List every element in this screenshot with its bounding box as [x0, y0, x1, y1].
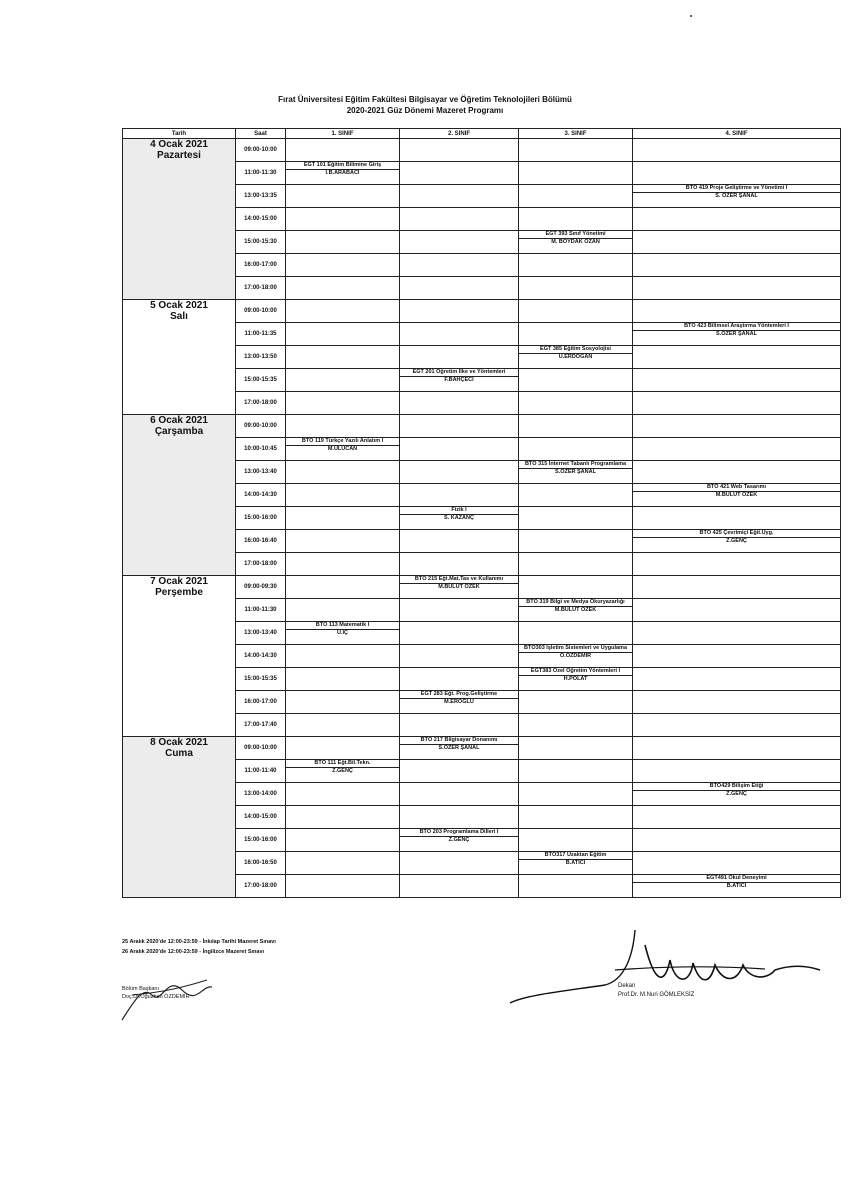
class-3-cell: [519, 231, 633, 254]
schedule-row: [123, 139, 841, 162]
class-1-cell: [286, 346, 400, 369]
class-2-cell: [400, 668, 519, 691]
class-2-cell: [400, 806, 519, 829]
class-4-cell: [633, 461, 841, 484]
signature-right: [618, 982, 694, 1000]
time-slot: 11:00-11:30: [236, 599, 286, 622]
class-1-cell: [286, 254, 400, 277]
class-4-cell: [633, 507, 841, 530]
col-header-class-1: 1. SINIF: [286, 129, 400, 139]
class-3-cell: [519, 829, 633, 852]
class-1-cell: [286, 599, 400, 622]
instructor-name: U.ERDOĞAN: [558, 354, 593, 360]
instructor-name: S. KAZANÇ: [444, 515, 474, 521]
class-3-cell: [519, 438, 633, 461]
signature-right-name: Prof.Dr. M.Nuri GÖMLEKSİZ: [618, 992, 695, 998]
instructor-name: M. BOYDAK ÖZAN: [551, 239, 600, 245]
instructor-name: B.ATICI: [726, 883, 747, 889]
day-weekday: Salı: [170, 311, 188, 322]
schedule-body: [123, 139, 841, 898]
day-weekday: Pazartesi: [157, 150, 201, 161]
class-3-cell: [519, 484, 633, 507]
class-1-cell: [286, 208, 400, 231]
class-2-cell: [400, 392, 519, 415]
class-1-cell: [286, 461, 400, 484]
day-date: 4 Ocak 2021: [150, 139, 208, 150]
class-3-cell: [519, 530, 633, 553]
class-3-cell: [519, 668, 633, 691]
class-1-cell: [286, 300, 400, 323]
instructor-name: İ.B.ARABACI: [325, 170, 360, 176]
col-header-time: Saat: [236, 129, 286, 139]
time-slot: 09:00-10:00: [236, 300, 286, 323]
note-line: 26 Aralık 2020'de 12:00-23:59 - İngilizce Mazeret Sınavı: [122, 949, 265, 955]
course-name: BTÖ 111 Eğt.Bil.Tekn.: [286, 760, 399, 768]
class-2-cell: [400, 737, 519, 760]
time-slot: 17:00-17:40: [236, 714, 286, 737]
time-slot: 17:00-18:00: [236, 277, 286, 300]
class-3-cell: [519, 806, 633, 829]
class-3-cell: [519, 645, 633, 668]
class-3-cell: [519, 392, 633, 415]
time-slot: 14:00-15:00: [236, 806, 286, 829]
schedule-row: [123, 300, 841, 323]
header-row: [123, 129, 841, 139]
class-1-cell: [286, 691, 400, 714]
class-4-cell: [633, 553, 841, 576]
class-3-cell: [519, 208, 633, 231]
class-2-cell: [400, 622, 519, 645]
instructor-name: S.ÖZER ŞANAL: [438, 745, 480, 751]
class-3-cell: [519, 162, 633, 185]
instructor-name: Z.GENÇ: [332, 768, 353, 774]
day-date: 8 Ocak 2021: [150, 737, 208, 748]
class-4-cell: [633, 208, 841, 231]
instructor-name: H.POLAT: [563, 676, 588, 682]
class-3-cell: [519, 622, 633, 645]
class-4-cell: [633, 484, 841, 507]
document-title: Fırat Üniversitesi Eğitim Fakültesi Bilgisayar ve Öğretim Teknolojileri Bölümü: [278, 95, 572, 104]
class-4-cell: [633, 714, 841, 737]
class-4-cell: [633, 346, 841, 369]
schedule-row: [123, 737, 841, 760]
class-4-cell: [633, 691, 841, 714]
signature-left: [122, 985, 190, 1001]
instructor-name: B.ATICI: [565, 860, 586, 866]
course-name: EĞT383 Özel Öğretim Yöntemleri I: [519, 668, 632, 676]
signature-left-role: Bölüm Başkanı: [122, 986, 159, 992]
class-1-cell: [286, 576, 400, 599]
day-weekday: Çarşamba: [154, 426, 204, 437]
class-1-cell: [286, 438, 400, 461]
class-4-cell: [633, 760, 841, 783]
class-3-cell: [519, 507, 633, 530]
course-name: BTÖ 203 Programlama Dilleri I: [400, 829, 518, 837]
class-2-cell: [400, 829, 519, 852]
class-2-cell: [400, 438, 519, 461]
instructor-name: Z.GENÇ: [726, 791, 747, 797]
time-slot: 14:00-14:30: [236, 484, 286, 507]
class-2-cell: [400, 415, 519, 438]
class-1-cell: [286, 783, 400, 806]
signature-left-name: Doç.Dr.Oğuzhan ÖZDEMİR: [122, 994, 190, 1000]
class-1-cell: [286, 231, 400, 254]
course-name: BTÖ 119 Türkçe Yazılı Anlatım I: [286, 438, 399, 446]
course-name: BTÖ 113 Matematik I: [286, 622, 399, 630]
class-3-cell: [519, 185, 633, 208]
time-slot: 13:00-14:00: [236, 783, 286, 806]
col-header-class-3: 3. SINIF: [519, 129, 633, 139]
day-cell: [123, 139, 236, 300]
class-4-cell: [633, 369, 841, 392]
class-1-cell: [286, 323, 400, 346]
course-name: EĞT 201 Öğretim İlke ve Yöntemleri: [400, 369, 518, 377]
class-1-cell: [286, 369, 400, 392]
col-header-class-2: 2. SINIF: [400, 129, 519, 139]
time-slot: 09:00-10:00: [236, 415, 286, 438]
class-3-cell: [519, 760, 633, 783]
class-4-cell: [633, 323, 841, 346]
schedule-row: [123, 415, 841, 438]
class-2-cell: [400, 231, 519, 254]
day-cell: [123, 415, 236, 576]
class-2-cell: [400, 369, 519, 392]
course-name: BTÖ 419 Proje Geliştirme ve Yönetimi I: [633, 185, 840, 193]
time-slot: 09:00-10:00: [236, 737, 286, 760]
exam-notes: [122, 937, 276, 957]
class-2-cell: [400, 760, 519, 783]
instructor-name: M.BULUT ÖZEK: [715, 492, 758, 498]
class-2-cell: [400, 208, 519, 231]
time-slot: 13:00-13:40: [236, 461, 286, 484]
course-name: BTÖ303 İşletim Sistemleri ve Uygulama: [519, 645, 632, 653]
time-slot: 13:00-13:50: [236, 346, 286, 369]
scan-speck: [690, 15, 692, 17]
class-4-cell: [633, 162, 841, 185]
instructor-name: Ü.İÇ: [337, 630, 348, 636]
class-2-cell: [400, 346, 519, 369]
instructor-name: S. ÖZER ŞANAL: [715, 193, 758, 199]
day-cell: [123, 300, 236, 415]
class-4-cell: [633, 783, 841, 806]
class-4-cell: [633, 185, 841, 208]
class-3-cell: [519, 461, 633, 484]
class-1-cell: [286, 185, 400, 208]
time-slot: 11:00-11:30: [236, 162, 286, 185]
class-4-cell: [633, 622, 841, 645]
class-4-cell: [633, 139, 841, 162]
time-slot: 10:00-10:45: [236, 438, 286, 461]
time-slot: 16:00-16:50: [236, 852, 286, 875]
instructor-name: M.ULUCAN: [327, 446, 358, 452]
class-2-cell: [400, 461, 519, 484]
instructor-name: M.BULUT ÖZEK: [438, 584, 480, 590]
class-2-cell: [400, 553, 519, 576]
class-2-cell: [400, 139, 519, 162]
class-2-cell: [400, 714, 519, 737]
class-3-cell: [519, 852, 633, 875]
day-weekday: Cuma: [165, 748, 193, 759]
class-2-cell: [400, 277, 519, 300]
class-3-cell: [519, 783, 633, 806]
time-slot: 17:00-18:00: [236, 553, 286, 576]
class-4-cell: [633, 829, 841, 852]
time-slot: 11:00-11:40: [236, 760, 286, 783]
course-name: BTÖ 215 Eğt.Mat.Tas ve Kullanımı: [400, 576, 518, 584]
class-4-cell: [633, 415, 841, 438]
class-1-cell: [286, 829, 400, 852]
day-date: 5 Ocak 2021: [150, 300, 208, 311]
instructor-name: F.BAHÇECİ: [444, 377, 474, 383]
col-header-class-4: 4. SINIF: [633, 129, 841, 139]
instructor-name: M.EROĞLU: [444, 699, 474, 705]
course-name: BTÖ 319 Bilgi ve Medya Okuryazarlığı: [519, 599, 632, 607]
class-3-cell: [519, 254, 633, 277]
class-2-cell: [400, 162, 519, 185]
class-1-cell: [286, 162, 400, 185]
class-1-cell: [286, 875, 400, 898]
instructor-name: M.BULUT ÖZEK: [554, 607, 597, 613]
class-2-cell: [400, 530, 519, 553]
course-name: EĞT 283 Eğt. Prog.Geliştirme: [400, 691, 518, 699]
class-3-cell: [519, 576, 633, 599]
class-4-cell: [633, 530, 841, 553]
time-slot: 09:00-09:30: [236, 576, 286, 599]
schedule-row: [123, 576, 841, 599]
class-4-cell: [633, 806, 841, 829]
time-slot: 13:00-13:40: [236, 622, 286, 645]
schedule-table: [122, 128, 841, 898]
class-4-cell: [633, 438, 841, 461]
time-slot: 15:00-15:30: [236, 231, 286, 254]
class-1-cell: [286, 852, 400, 875]
class-3-cell: [519, 714, 633, 737]
day-cell: [123, 737, 236, 898]
class-1-cell: [286, 645, 400, 668]
course-name: EĞT 393 Sınıf Yönetimi: [519, 231, 632, 239]
time-slot: 17:00-18:00: [236, 392, 286, 415]
class-4-cell: [633, 668, 841, 691]
class-3-cell: [519, 139, 633, 162]
class-2-cell: [400, 254, 519, 277]
document-subtitle: 2020-2021 Güz Dönemi Mazeret Programı: [346, 106, 504, 115]
course-name: BTÖ 425 Çevrimiçi Eğit.Uyg.: [633, 530, 840, 538]
class-3-cell: [519, 691, 633, 714]
instructor-name: O.ÖZDEMİR: [559, 653, 592, 659]
time-slot: 15:00-16:00: [236, 507, 286, 530]
course-name: Fizik I: [400, 507, 518, 515]
class-3-cell: [519, 300, 633, 323]
class-1-cell: [286, 530, 400, 553]
time-slot: 16:00-17:00: [236, 691, 286, 714]
course-name: EĞT 385 Eğitim Sosyolojisi: [519, 346, 632, 354]
class-2-cell: [400, 323, 519, 346]
class-1-cell: [286, 668, 400, 691]
class-1-cell: [286, 806, 400, 829]
time-slot: 15:00-15:35: [236, 369, 286, 392]
class-4-cell: [633, 852, 841, 875]
instructor-name: Z.GENÇ: [726, 538, 747, 544]
time-slot: 13:00-13:35: [236, 185, 286, 208]
class-4-cell: [633, 875, 841, 898]
class-1-cell: [286, 415, 400, 438]
class-4-cell: [633, 737, 841, 760]
course-name: BTÖ 217 Bilgisayar Donanımı: [400, 737, 518, 745]
col-header-date: Tarih: [123, 129, 236, 139]
class-4-cell: [633, 599, 841, 622]
class-1-cell: [286, 139, 400, 162]
course-name: EĞT 101 Eğitim Bilimine Giriş: [286, 162, 399, 170]
day-date: 7 Ocak 2021: [150, 576, 208, 587]
class-4-cell: [633, 277, 841, 300]
class-3-cell: [519, 323, 633, 346]
instructor-name: S.ÖZER ŞANAL: [716, 331, 757, 337]
day-weekday: Perşembe: [155, 587, 203, 598]
class-2-cell: [400, 484, 519, 507]
class-4-cell: [633, 300, 841, 323]
class-1-cell: [286, 714, 400, 737]
time-slot: 16:00-17:00: [236, 254, 286, 277]
class-3-cell: [519, 599, 633, 622]
class-1-cell: [286, 760, 400, 783]
class-2-cell: [400, 599, 519, 622]
class-2-cell: [400, 576, 519, 599]
class-2-cell: [400, 852, 519, 875]
instructor-name: Z.GENÇ: [448, 837, 470, 843]
class-1-cell: [286, 507, 400, 530]
class-1-cell: [286, 622, 400, 645]
time-slot: 15:00-15:35: [236, 668, 286, 691]
instructor-name: S.ÖZER ŞANAL: [555, 469, 596, 475]
class-3-cell: [519, 415, 633, 438]
course-name: BTÖ429 Bilişim Etiği: [633, 783, 840, 791]
class-2-cell: [400, 783, 519, 806]
class-4-cell: [633, 645, 841, 668]
class-4-cell: [633, 392, 841, 415]
class-4-cell: [633, 576, 841, 599]
class-1-cell: [286, 553, 400, 576]
class-3-cell: [519, 553, 633, 576]
time-slot: 14:00-14:30: [236, 645, 286, 668]
class-3-cell: [519, 277, 633, 300]
class-2-cell: [400, 875, 519, 898]
day-date: 6 Ocak 2021: [150, 415, 208, 426]
class-3-cell: [519, 346, 633, 369]
note-line: 25 Aralık 2020'de 12:00-23:59 - İnkılap Tarihi Mazeret Sınavı: [122, 939, 276, 945]
class-3-cell: [519, 737, 633, 760]
time-slot: 16:00-16:40: [236, 530, 286, 553]
class-4-cell: [633, 254, 841, 277]
class-2-cell: [400, 185, 519, 208]
class-2-cell: [400, 645, 519, 668]
course-name: BTÖ317 Uzaktan Eğitim: [519, 852, 632, 860]
course-name: EĞT491 Okul Deneyimi: [633, 875, 840, 883]
class-2-cell: [400, 300, 519, 323]
class-2-cell: [400, 507, 519, 530]
course-name: BTÖ 315 İnternet Tabanlı Programlama: [519, 461, 632, 469]
class-1-cell: [286, 484, 400, 507]
time-slot: 09:00-10:00: [236, 139, 286, 162]
time-slot: 11:00-11:35: [236, 323, 286, 346]
course-name: BTÖ 421 Web Tasarımı: [633, 484, 840, 492]
day-cell: [123, 576, 236, 737]
signature-right-role: Dekan: [618, 983, 636, 989]
class-1-cell: [286, 737, 400, 760]
class-1-cell: [286, 392, 400, 415]
time-slot: 14:00-15:00: [236, 208, 286, 231]
time-slot: 17:00-18:00: [236, 875, 286, 898]
course-name: BTÖ 423 Bilimsel Araştırma Yöntemleri I: [633, 323, 840, 331]
class-3-cell: [519, 369, 633, 392]
class-3-cell: [519, 875, 633, 898]
class-4-cell: [633, 231, 841, 254]
class-2-cell: [400, 691, 519, 714]
class-1-cell: [286, 277, 400, 300]
time-slot: 15:00-16:00: [236, 829, 286, 852]
